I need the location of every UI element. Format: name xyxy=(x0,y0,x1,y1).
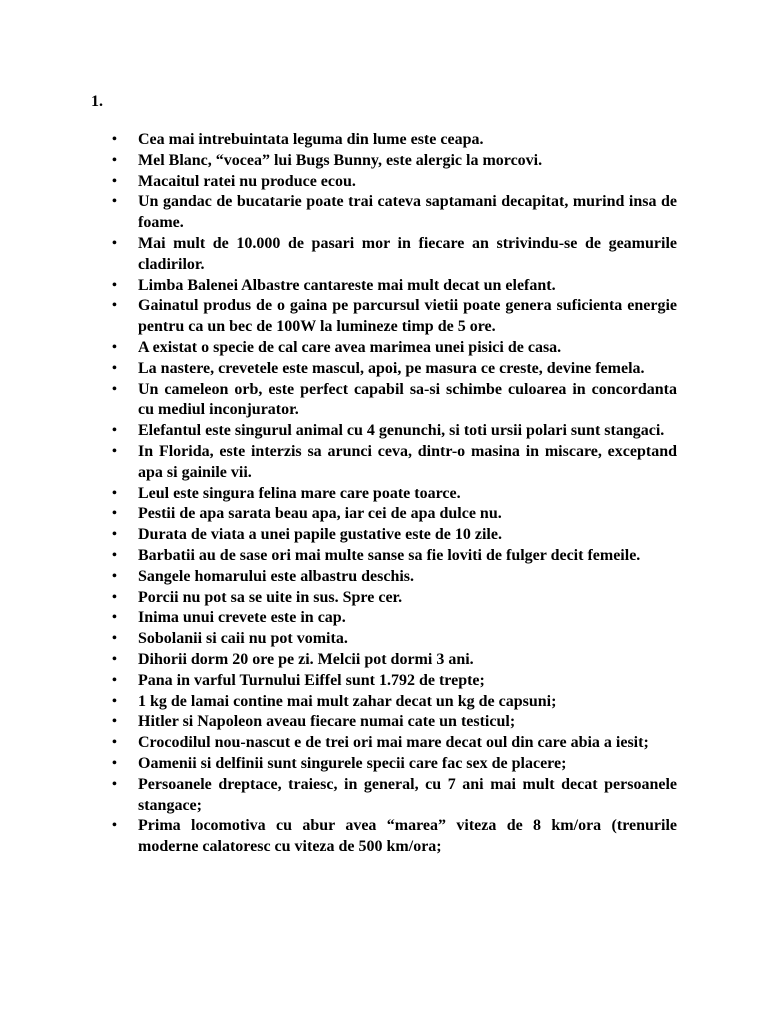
bullet-icon: • xyxy=(112,360,117,376)
fact-text: A existat o specie de cal care avea marimea unei pisici de casa. xyxy=(138,338,562,356)
fact-text: Sangele homarului este albastru deschis. xyxy=(138,567,415,585)
fact-text: Un cameleon orb, este perfect capabil sa-si schimbe culoarea in concordanta cu mediul inconjurator. xyxy=(138,380,677,419)
fact-text: Mel Blanc, “vocea” lui Bugs Bunny, este alergic la morcovi. xyxy=(138,151,543,169)
bullet-icon: • xyxy=(112,194,117,210)
bullet-icon: • xyxy=(112,547,117,563)
bullet-icon: • xyxy=(112,485,117,501)
bullet-icon: • xyxy=(112,132,117,147)
fact-item xyxy=(112,296,677,338)
fact-item xyxy=(112,733,677,754)
fact-item xyxy=(112,276,677,297)
bullet-icon: • xyxy=(112,651,117,667)
fact-item xyxy=(112,671,677,692)
bullet-icon: • xyxy=(112,506,117,522)
bullet-icon: • xyxy=(112,381,117,397)
fact-item xyxy=(112,442,677,484)
fact-item xyxy=(112,588,677,609)
bullet-icon: • xyxy=(112,693,117,709)
fact-text: Mai mult de 10.000 de pasari mor in fiecare an strivindu-se de geamurile cladirilor. xyxy=(138,234,677,273)
fact-text: Prima locomotiva cu abur avea “marea” viteza de 8 km/ora (trenurile moderne calatoresc cu viteza de 500 km/ora; xyxy=(138,817,677,856)
fact-item xyxy=(112,234,677,276)
section-number: 1. xyxy=(91,93,103,110)
fact-text: Hitler si Napoleon aveau fiecare numai cate un testicul; xyxy=(138,713,516,731)
fact-item xyxy=(112,130,677,151)
bullet-icon: • xyxy=(112,235,117,251)
fact-item xyxy=(112,504,677,525)
fact-item xyxy=(112,629,677,650)
bullet-icon: • xyxy=(112,339,117,355)
bullet-icon: • xyxy=(112,818,117,834)
facts-list xyxy=(112,130,677,858)
fact-text: Pana in varful Turnului Eiffel sunt 1.792 de trepte; xyxy=(138,671,485,689)
fact-text: La nastere, crevetele este mascul, apoi, pe masura ce creste, devine femela. xyxy=(138,359,645,377)
fact-item xyxy=(112,525,677,546)
fact-text: Persoanele dreptace, traiesc, in general, cu 7 ani mai mult decat persoanele stangace; xyxy=(138,775,677,814)
fact-text: 1 kg de lamai contine mai mult zahar decat un kg de capsuni; xyxy=(138,692,557,710)
fact-item xyxy=(112,608,677,629)
bullet-icon: • xyxy=(112,527,117,543)
bullet-icon: • xyxy=(112,277,117,293)
bullet-icon: • xyxy=(112,714,117,730)
fact-text: Elefantul este singurul animal cu 4 genunchi, si toti ursii polari sunt stangaci. xyxy=(138,422,665,440)
fact-item xyxy=(112,338,677,359)
fact-item xyxy=(112,754,677,775)
fact-text: Pestii de apa sarata beau apa, iar cei de apa dulce nu. xyxy=(138,505,502,523)
bullet-icon: • xyxy=(112,173,117,189)
fact-text: Sobolanii si caii nu pot vomita. xyxy=(138,630,348,648)
fact-item xyxy=(112,484,677,505)
fact-text: Barbatii au de sase ori mai multe sanse sa fie loviti de fulger decit femeile. xyxy=(138,546,641,564)
fact-item xyxy=(112,380,677,422)
fact-text: Gainatul produs de o gaina pe parcursul vietii poate genera suficienta energie pentru ca un bec de 100W la lumineze timp de 5 ore. xyxy=(138,297,677,336)
bullet-icon: • xyxy=(112,755,117,771)
fact-text: Crocodilul nou-nascut e de trei ori mai mare decat oul din care abia a iesit; xyxy=(138,734,649,752)
bullet-icon: • xyxy=(112,672,117,688)
fact-item xyxy=(112,359,677,380)
fact-text: Un gandac de bucatarie poate trai cateva saptamani decapitat, murind insa de foame. xyxy=(138,193,677,232)
fact-item xyxy=(112,192,677,234)
bullet-icon: • xyxy=(112,610,117,626)
fact-text: Macaitul ratei nu produce ecou. xyxy=(138,172,356,190)
fact-item xyxy=(112,775,677,817)
bullet-icon: • xyxy=(112,631,117,647)
fact-text: In Florida, este interzis sa arunci ceva, dintr-o masina in miscare, exceptand apa si gainile vii. xyxy=(138,442,677,481)
fact-item xyxy=(112,816,677,858)
fact-text: Inima unui crevete este in cap. xyxy=(138,609,346,627)
bullet-icon: • xyxy=(112,589,117,605)
fact-item xyxy=(112,692,677,713)
fact-text: Cea mai intrebuintata leguma din lume este ceapa. xyxy=(138,131,484,148)
fact-text: Dihorii dorm 20 ore pe zi. Melcii pot dormi 3 ani. xyxy=(138,650,474,668)
bullet-icon: • xyxy=(112,735,117,751)
bullet-icon: • xyxy=(112,423,117,439)
fact-text: Porcii nu pot sa se uite in sus. Spre cer. xyxy=(138,588,403,606)
bullet-icon: • xyxy=(112,298,117,314)
fact-item xyxy=(112,546,677,567)
fact-text: Oamenii si delfinii sunt singurele specii care fac sex de placere; xyxy=(138,754,567,772)
bullet-icon: • xyxy=(112,776,117,792)
bullet-icon: • xyxy=(112,152,117,168)
fact-item xyxy=(112,712,677,733)
fact-item xyxy=(112,151,677,172)
fact-item xyxy=(112,172,677,193)
fact-text: Limba Balenei Albastre cantareste mai mult decat un elefant. xyxy=(138,276,556,294)
fact-item xyxy=(112,650,677,671)
fact-item xyxy=(112,567,677,588)
fact-text: Leul este singura felina mare care poate toarce. xyxy=(138,484,461,502)
fact-text: Durata de viata a unei papile gustative este de 10 zile. xyxy=(138,526,502,544)
bullet-icon: • xyxy=(112,568,117,584)
fact-item xyxy=(112,421,677,442)
bullet-icon: • xyxy=(112,443,117,459)
